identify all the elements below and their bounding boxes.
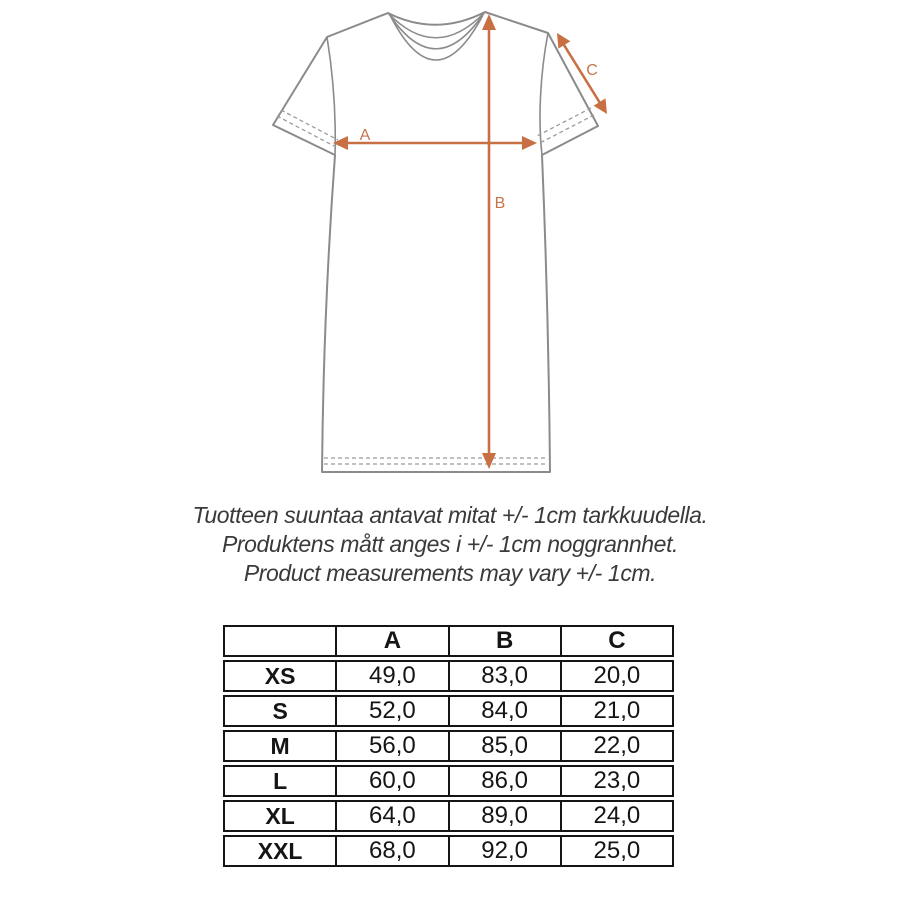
value-c: 21,0 (560, 697, 672, 725)
value-c: 20,0 (560, 662, 672, 690)
size-label: XS (264, 663, 296, 689)
measure-label-c: C (586, 62, 598, 79)
size-table (223, 625, 674, 870)
value-a: 64,0 (335, 802, 447, 830)
size-label: S (272, 698, 288, 724)
value-c: 22,0 (560, 732, 672, 760)
size-table-header-row (223, 625, 674, 657)
value-b: 86,0 (448, 767, 560, 795)
value-a: 49,0 (335, 662, 447, 690)
table-row-l (223, 765, 674, 797)
table-row-xxl (223, 835, 674, 867)
value-c: 25,0 (560, 837, 672, 865)
header-cell-c: C (560, 627, 672, 655)
value-a: 60,0 (335, 767, 447, 795)
header-cell-a: A (335, 627, 447, 655)
table-row-s (223, 695, 674, 727)
table-row-xl (223, 800, 674, 832)
value-c: 23,0 (560, 767, 672, 795)
value-a: 68,0 (335, 837, 447, 865)
measure-label-a: A (359, 127, 371, 144)
header-cell-empty (225, 627, 335, 655)
size-label: M (270, 733, 290, 759)
measure-label-b: B (494, 195, 506, 212)
table-row-m (223, 730, 674, 762)
disclaimer-line-fi: Tuotteen suuntaa antavat mitat +/- 1cm tarkkuudella. (192, 502, 708, 528)
tshirt-outline (273, 12, 598, 472)
measurement-disclaimer (0, 501, 900, 588)
value-a: 56,0 (335, 732, 447, 760)
value-b: 84,0 (448, 697, 560, 725)
table-row-xs (223, 660, 674, 692)
disclaimer-line-sv: Produktens mått anges i +/- 1cm noggrannhet. (221, 531, 679, 557)
size-label: L (273, 768, 288, 794)
size-label: XL (265, 803, 295, 829)
value-b: 92,0 (448, 837, 560, 865)
value-a: 52,0 (335, 697, 447, 725)
header-cell-b: B (448, 627, 560, 655)
value-b: 89,0 (448, 802, 560, 830)
disclaimer-line-en: Product measurements may vary +/- 1cm. (243, 560, 657, 586)
value-b: 83,0 (448, 662, 560, 690)
size-label: XXL (257, 838, 303, 864)
value-b: 85,0 (448, 732, 560, 760)
value-c: 24,0 (560, 802, 672, 830)
